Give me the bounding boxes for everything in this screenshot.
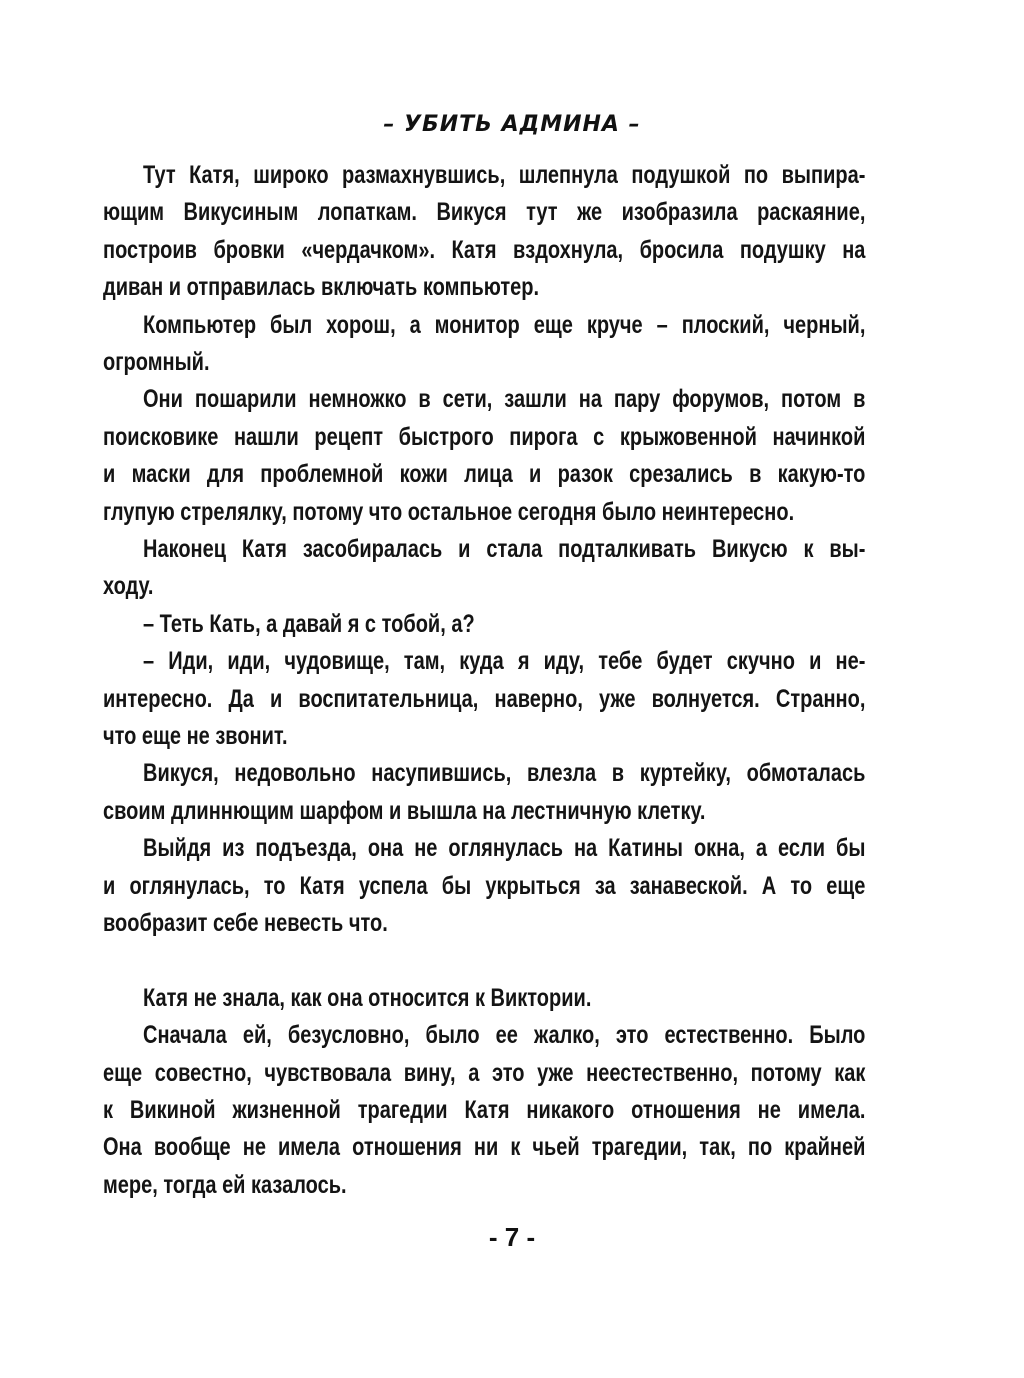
text-line-content: вообразит себе невесть что. [103,909,388,937]
text-line [103,871,866,901]
text-line-content: построив бровки «чердачком». Катя вздохнула, бросила подушку на [103,235,866,264]
text-line-content: Компьютер был хорош, а монитор еще круче – плоский, черный, [143,310,866,339]
text-line-content: глупую стрелялку, потому что остальное сегодня было неинтересно. [103,497,795,526]
text-line [103,272,713,302]
text-line-content: Наконец Катя засобиралась и стала подталкивать Викусю к вы- [143,535,866,563]
text-line [103,459,866,489]
text-line-content: Сначала ей, безусловно, было ее жалко, это естественно. Было [143,1021,866,1050]
text-line [103,1095,866,1125]
text-line [103,497,795,527]
text-line-content: Викуся, недовольно насупившись, влезла в куртейку, обмоталась [143,759,866,788]
text-line [143,758,866,788]
text-line-content: Выйдя из подъезда, она не оглянулась на Катины окна, а если бы [143,834,866,863]
text-line [103,197,866,227]
text-line [143,160,866,190]
text-line [143,310,866,340]
text-line-content: Она вообще не имела отношения ни к чьей трагедии, так, по крайней [103,1133,866,1162]
text-line [143,609,721,639]
text-line-content: Тут Катя, широко размахнувшись, шлепнула подушкой по выпира- [143,161,866,189]
text-line [103,235,866,265]
text-line [103,1058,866,1088]
running-head: – УБИТЬ АДМИНА – [383,112,641,137]
text-line-content: огромный. [103,348,210,376]
text-line-content: поисковике нашли рецепт быстрого пирога с крыжовенной начинкой [103,422,866,451]
text-line-content: интересно. Да и воспитательница, наверно, уже волнуется. Странно, [103,684,866,713]
text-line [143,1020,866,1050]
text-line [103,1132,866,1162]
text-line-content: – Иди, иди, чудовище, там, куда я иду, тебе будет скучно и не- [143,647,866,676]
page-number: - 7 - [488,1222,536,1252]
text-line-content: мере, тогда ей казалось. [103,1170,347,1199]
text-line-content: и маски для проблемной кожи лица и разок срезались в какую-то [103,460,866,489]
text-line [103,571,713,601]
text-line-content: своим длиннющим шарфом и вышла на лестничную клетку. [103,796,706,825]
text-line [143,833,866,863]
text-line-content: – Теть Кать, а давай я с тобой, а? [143,609,475,638]
text-line [143,384,866,414]
text-line-content: еще совестно, чувствовала вину, а это уже неестественно, потому как [103,1058,866,1087]
text-line [103,1170,713,1200]
text-line [143,534,866,564]
text-line [143,646,866,676]
text-line-content: диван и отправилась включать компьютер. [103,273,540,302]
text-line [103,796,713,826]
text-line [103,347,713,377]
text-line [103,422,866,452]
text-line-content: ходу. [103,572,154,601]
text-line-content: что еще не звонит. [103,722,288,750]
text-line [143,983,721,1013]
text-line-content: Они пошарили немножко в сети, зашли на пару форумов, потом в [143,385,866,414]
text-line [103,721,713,751]
text-line-content: и оглянулась, то Катя успела бы укрыться за занавеской. А то еще [103,871,866,900]
text-line-content: ющим Викусиным лопаткам. Викуся тут же изобразила раскаяние, [103,198,866,227]
text-line [103,684,866,714]
text-line [103,908,713,938]
text-line-content: к Викиной жизненной трагедии Катя никакого отношения не имела. [103,1096,866,1124]
text-line-content: Катя не знала, как она относится к Виктории. [143,983,592,1012]
